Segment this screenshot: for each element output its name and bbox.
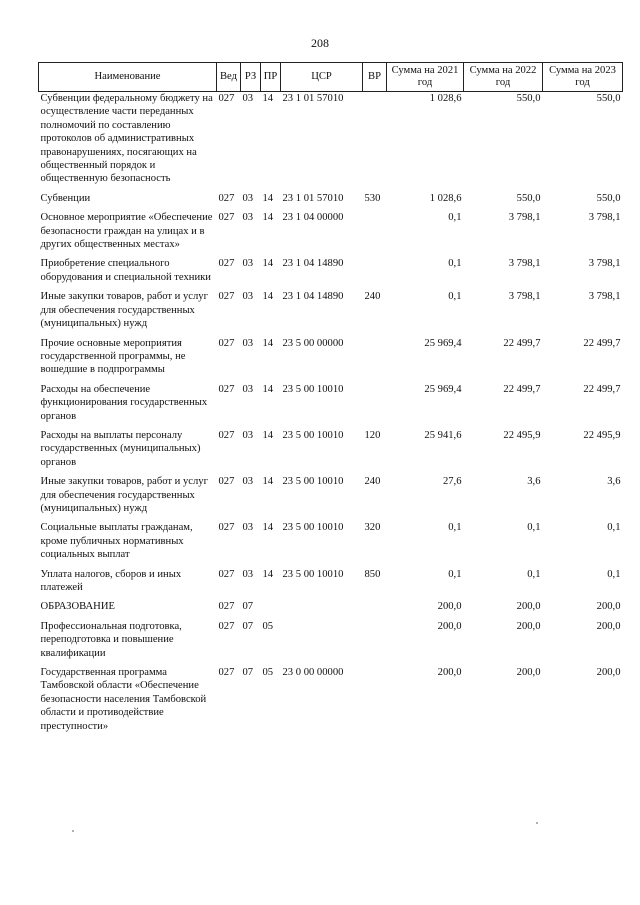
cell-sum-2022: 3,6 xyxy=(527,476,541,488)
cell-sum-2022: 200,0 xyxy=(516,620,541,632)
cell-rz: 03 xyxy=(242,258,254,270)
cell-rz: 07 xyxy=(242,601,254,613)
cell-vr: 320 xyxy=(364,522,381,534)
table-row xyxy=(39,600,623,619)
scan-speck xyxy=(72,830,74,832)
cell-sum-2021: 200,0 xyxy=(437,667,462,679)
cell-pr: 14 xyxy=(262,476,274,488)
cell-name: Иные закупки товаров, работ и услуг для обеспечения государственных (муниципальных) нужд xyxy=(40,291,208,330)
cell-sum-2021: 25 969,4 xyxy=(424,383,462,395)
cell-name: ОБРАЗОВАНИЕ xyxy=(40,601,115,613)
cell-vr xyxy=(363,383,387,429)
cell-name: Социальные выплаты гражданам, кроме публичных нормативных социальных выплат xyxy=(40,522,193,561)
table-row xyxy=(39,521,623,567)
cell-csr: 23 5 00 00000 xyxy=(282,337,344,349)
table-row xyxy=(39,383,623,429)
cell-sum-2022: 3 798,1 xyxy=(508,212,541,224)
cell-pr: 14 xyxy=(262,383,274,395)
cell-sum-2021: 1 028,6 xyxy=(429,192,462,204)
header-vr: ВР xyxy=(363,63,387,92)
cell-sum-2023: 22 495,9 xyxy=(583,429,621,441)
table-header-row xyxy=(39,63,623,92)
cell-sum-2023: 200,0 xyxy=(596,620,621,632)
table-row xyxy=(39,620,623,666)
cell-sum-2021: 0,1 xyxy=(448,522,462,534)
cell-sum-2022: 22 499,7 xyxy=(503,383,541,395)
cell-pr: 14 xyxy=(262,429,274,441)
cell-sum-2021: 200,0 xyxy=(437,601,462,613)
cell-ved: 027 xyxy=(218,568,235,580)
cell-csr xyxy=(281,600,363,619)
cell-ved: 027 xyxy=(218,212,235,224)
cell-vr: 240 xyxy=(364,291,381,303)
cell-csr: 23 1 01 57010 xyxy=(282,93,344,104)
cell-rz: 07 xyxy=(242,620,254,632)
cell-csr: 23 5 00 10010 xyxy=(282,476,344,488)
cell-ved: 027 xyxy=(218,601,235,613)
table-row xyxy=(39,192,623,211)
cell-pr xyxy=(261,600,281,619)
cell-sum-2023: 0,1 xyxy=(607,568,621,580)
header-sum-2021: Сумма на 2021 год xyxy=(387,63,464,92)
cell-sum-2021: 0,1 xyxy=(448,212,462,224)
cell-sum-2023: 3,6 xyxy=(607,476,621,488)
cell-pr: 14 xyxy=(262,212,274,224)
cell-csr: 23 1 01 57010 xyxy=(282,192,344,204)
cell-sum-2023: 3 798,1 xyxy=(588,258,621,270)
cell-csr: 23 0 00 00000 xyxy=(282,667,344,679)
cell-sum-2023: 3 798,1 xyxy=(588,291,621,303)
cell-name: Расходы на выплаты персоналу государственных (муниципальных) органов xyxy=(40,429,201,468)
cell-vr xyxy=(363,620,387,666)
cell-pr: 05 xyxy=(262,620,274,632)
cell-name: Уплата налогов, сборов и иных платежей xyxy=(40,568,182,593)
cell-sum-2023: 22 499,7 xyxy=(583,337,621,349)
budget-table xyxy=(38,62,623,739)
cell-csr: 23 5 00 10010 xyxy=(282,429,344,441)
cell-pr: 14 xyxy=(262,337,274,349)
cell-sum-2023: 200,0 xyxy=(596,667,621,679)
table-row xyxy=(39,568,623,601)
cell-pr: 14 xyxy=(262,568,274,580)
table-row xyxy=(39,666,623,739)
cell-name: Субвенции федеральному бюджету на осуществление части переданных полномочий по составлению протоколов об административных правонарушениях, посягающих на общественный порядок и общественную безопасность xyxy=(40,93,213,185)
header-sum-2022: Сумма на 2022 год xyxy=(464,63,543,92)
cell-name: Иные закупки товаров, работ и услуг для обеспечения государственных (муниципальных) нужд xyxy=(40,476,208,514)
cell-sum-2022: 200,0 xyxy=(516,601,541,613)
cell-ved: 027 xyxy=(218,667,235,679)
page-number: 208 xyxy=(311,36,329,50)
cell-ved: 027 xyxy=(218,291,235,303)
cell-name: Профессиональная подготовка, переподготовка и повышение квалификации xyxy=(40,620,182,659)
cell-csr: 23 1 04 00000 xyxy=(282,212,344,224)
cell-vr: 850 xyxy=(364,568,381,580)
cell-pr: 14 xyxy=(262,93,274,104)
cell-vr xyxy=(363,600,387,619)
table-row xyxy=(39,429,623,475)
cell-vr xyxy=(363,666,387,739)
cell-ved: 027 xyxy=(218,383,235,395)
cell-name: Субвенции xyxy=(40,192,91,204)
table-row xyxy=(39,290,623,336)
cell-pr: 14 xyxy=(262,291,274,303)
cell-pr: 14 xyxy=(262,522,274,534)
scan-speck xyxy=(536,822,538,824)
header-rz: РЗ xyxy=(241,63,261,92)
cell-pr: 05 xyxy=(262,667,274,679)
cell-sum-2023: 3 798,1 xyxy=(588,212,621,224)
cell-sum-2023: 550,0 xyxy=(596,192,621,204)
cell-rz: 07 xyxy=(242,667,254,679)
cell-ved: 027 xyxy=(218,429,235,441)
header-ved: Вед xyxy=(217,63,241,92)
cell-sum-2023: 22 499,7 xyxy=(583,383,621,395)
header-name: Наименование xyxy=(39,63,217,92)
cell-sum-2023: 550,0 xyxy=(596,93,621,104)
cell-sum-2021: 1 028,6 xyxy=(429,93,462,104)
cell-ved: 027 xyxy=(218,192,235,204)
cell-sum-2022: 22 499,7 xyxy=(503,337,541,349)
cell-rz: 03 xyxy=(242,337,254,349)
cell-ved: 027 xyxy=(218,258,235,270)
cell-rz: 03 xyxy=(242,192,254,204)
cell-ved: 027 xyxy=(218,620,235,632)
cell-ved: 027 xyxy=(218,522,235,534)
cell-csr: 23 5 00 10010 xyxy=(282,568,344,580)
cell-name: Государственная программа Тамбовской области «Обеспечение безопасности населения Тамбовской области и противодействие преступности» xyxy=(40,667,207,732)
header-pr: ПР xyxy=(261,63,281,92)
header-sum-2023: Сумма на 2023 год xyxy=(543,63,623,92)
cell-sum-2023: 0,1 xyxy=(607,522,621,534)
cell-vr xyxy=(363,337,387,383)
cell-sum-2022: 200,0 xyxy=(516,667,541,679)
cell-pr: 14 xyxy=(262,192,274,204)
header-csr: ЦСР xyxy=(281,63,363,92)
cell-name: Основное мероприятие «Обеспечение безопасности граждан на улицах и в других общественных местах» xyxy=(40,212,213,251)
cell-name: Прочие основные мероприятия государственной программы, не вошедшие в подпрограммы xyxy=(40,337,186,376)
cell-sum-2021: 0,1 xyxy=(448,291,462,303)
cell-csr xyxy=(281,620,363,666)
cell-csr: 23 5 00 10010 xyxy=(282,383,344,395)
cell-vr: 120 xyxy=(364,429,381,441)
cell-ved: 027 xyxy=(218,476,235,488)
table-row xyxy=(39,211,623,257)
cell-csr: 23 1 04 14890 xyxy=(282,258,344,270)
table-row xyxy=(39,337,623,383)
cell-sum-2021: 25 969,4 xyxy=(424,337,462,349)
cell-csr: 23 1 04 14890 xyxy=(282,291,344,303)
cell-sum-2021: 0,1 xyxy=(448,258,462,270)
cell-csr: 23 5 00 10010 xyxy=(282,522,344,534)
cell-name: Приобретение специального оборудования и специальной техники xyxy=(40,258,211,283)
cell-sum-2022: 0,1 xyxy=(527,522,541,534)
cell-name: Расходы на обеспечение функционирования государственных органов xyxy=(40,383,208,422)
cell-rz: 03 xyxy=(242,568,254,580)
cell-rz: 03 xyxy=(242,522,254,534)
table-row xyxy=(39,257,623,290)
cell-vr xyxy=(363,257,387,290)
cell-vr: 530 xyxy=(364,192,381,204)
cell-rz: 03 xyxy=(242,429,254,441)
cell-sum-2021: 0,1 xyxy=(448,568,462,580)
table-row xyxy=(39,475,623,521)
cell-sum-2021: 27,6 xyxy=(442,476,462,488)
cell-vr xyxy=(363,211,387,257)
table-body xyxy=(39,92,623,740)
cell-rz: 03 xyxy=(242,476,254,488)
cell-rz: 03 xyxy=(242,93,254,104)
cell-sum-2022: 3 798,1 xyxy=(508,258,541,270)
cell-rz: 03 xyxy=(242,291,254,303)
cell-sum-2023: 200,0 xyxy=(596,601,621,613)
cell-pr: 14 xyxy=(262,258,274,270)
cell-sum-2022: 550,0 xyxy=(516,93,541,104)
cell-vr xyxy=(363,92,387,192)
cell-sum-2022: 550,0 xyxy=(516,192,541,204)
cell-sum-2021: 200,0 xyxy=(437,620,462,632)
cell-rz: 03 xyxy=(242,212,254,224)
cell-sum-2022: 3 798,1 xyxy=(508,291,541,303)
cell-sum-2022: 0,1 xyxy=(527,568,541,580)
table-row xyxy=(39,92,623,192)
cell-vr: 240 xyxy=(364,476,381,488)
cell-ved: 027 xyxy=(218,337,235,349)
cell-sum-2021: 25 941,6 xyxy=(424,429,462,441)
cell-sum-2022: 22 495,9 xyxy=(503,429,541,441)
cell-rz: 03 xyxy=(242,383,254,395)
cell-ved: 027 xyxy=(218,93,235,104)
